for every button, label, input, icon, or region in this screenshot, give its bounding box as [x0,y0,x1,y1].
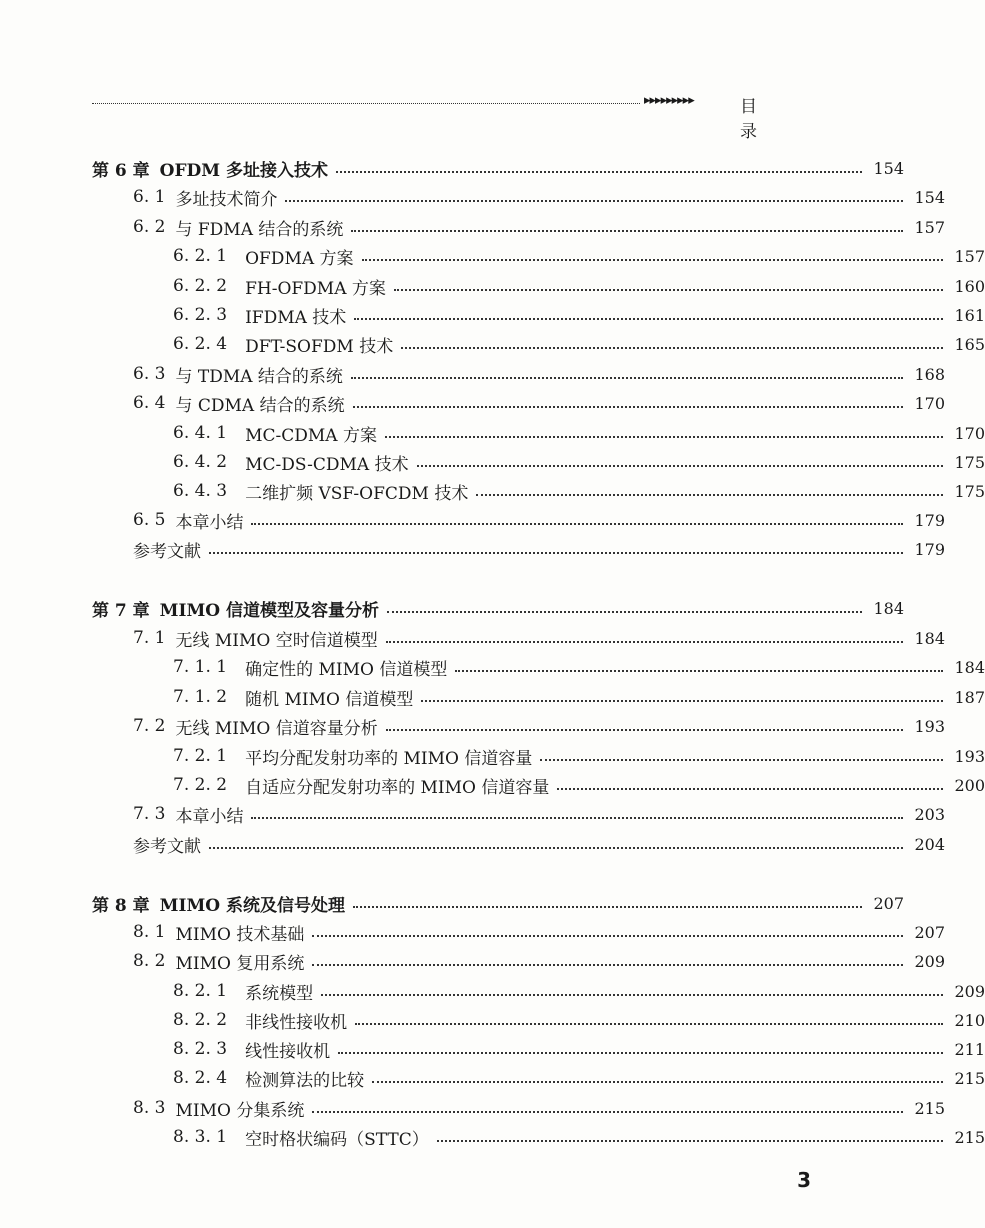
subsection-entry [0,978,985,1004]
toc-title: 随机 MIMO 信道模型 [245,689,414,710]
toc-number: 第 7 章 [92,600,150,621]
header-arrows: ▸▸▸▸▸▸▸▸▸ [644,93,694,108]
toc-number: 6. 5 [133,510,166,530]
toc-number: 6. 4 [133,393,166,413]
chapter-entry [0,155,904,181]
toc-number: 6. 2. 3 [173,305,228,325]
toc-title: 无线 MIMO 信道容量分析 [175,718,378,739]
chapter-entry [0,890,904,916]
toc-page-number: 179 [914,539,945,559]
toc-page-number: 175 [954,452,985,472]
toc-page-number: 207 [914,922,945,942]
subsection-entry [0,478,985,504]
toc-title: 确定性的 MIMO 信道模型 [245,659,448,680]
section-entry [0,184,945,210]
toc-title: 本章小结 [175,806,244,827]
dot-leader [385,436,943,438]
section-entry [0,801,945,827]
toc-title: 空时格状编码（STTC） [245,1129,429,1150]
subsection-entry [0,449,985,475]
toc-page-number: 157 [954,246,985,266]
toc-title: MIMO 分集系统 [175,1100,305,1121]
dot-leader [351,230,903,232]
toc-page-number: 161 [954,305,985,325]
toc-number: 6. 3 [133,364,166,384]
toc-number: 8. 2. 2 [173,1010,228,1030]
toc-number: 6. 4. 3 [173,481,228,501]
toc-title: MIMO 复用系统 [175,953,305,974]
toc-page-number: 175 [954,481,985,501]
toc-page-number: 165 [954,334,985,354]
subsection-entry [0,243,985,269]
dot-leader [351,377,903,379]
toc-page-number: 210 [954,1010,985,1030]
toc-title: MIMO 技术基础 [175,924,305,945]
toc-title: 自适应分配发射功率的 MIMO 信道容量 [245,777,550,798]
toc-title: IFDMA 技术 [245,307,347,328]
subsection-entry [0,331,985,357]
subsection-entry [0,654,985,680]
toc-number: 6. 4. 1 [173,423,228,443]
dot-leader [312,1111,903,1113]
toc-number: 7. 2. 2 [173,775,228,795]
toc-number: 6. 1 [133,187,166,207]
toc-page-number: 187 [954,687,985,707]
toc-number: 8. 2. 4 [173,1068,228,1088]
toc-number: 6. 2. 2 [173,276,228,296]
toc-page-number: 184 [914,628,945,648]
dot-leader [421,700,943,702]
toc-title: 无线 MIMO 空时信道模型 [175,630,378,651]
section-entry [0,536,945,562]
subsection-entry [0,273,985,299]
toc-title: OFDMA 方案 [245,248,354,269]
toc-page-number: 170 [954,423,985,443]
dot-leader [394,289,943,291]
toc-title: 多址技术简介 [175,189,278,210]
dot-leader [557,788,943,790]
dot-leader [417,465,943,467]
dot-leader [336,171,862,173]
toc-title: DFT-SOFDM 技术 [245,336,394,357]
toc-title: 与 FDMA 结合的系统 [175,219,344,240]
subsection-entry [0,684,985,710]
section-entry [0,948,945,974]
toc-page-number: 168 [914,364,945,384]
toc-page-number: 204 [914,834,945,854]
toc-number: 8. 2. 1 [173,981,228,1001]
toc-page-number: 209 [914,951,945,971]
dot-leader [401,347,943,349]
section-entry [0,361,945,387]
page-number: 3 [797,1168,811,1192]
toc-title: 参考文献 [133,541,201,562]
toc-page-number: 215 [914,1098,945,1118]
toc-title: FH-OFDMA 方案 [245,278,386,299]
dot-leader [362,259,943,261]
toc-page-number: 211 [954,1039,985,1059]
toc-number: 6. 2. 1 [173,246,228,266]
toc-page-number: 207 [873,893,904,913]
toc-page-number: 184 [954,657,985,677]
dot-leader [540,759,943,761]
toc-title: 参考文献 [133,836,201,857]
toc-number: 7. 1. 2 [173,687,228,707]
dot-leader [251,817,903,819]
toc-title: 线性接收机 [245,1041,331,1062]
toc-title: 与 TDMA 结合的系统 [175,366,343,387]
subsection-entry [0,1124,985,1150]
dot-leader [321,994,943,996]
toc-number: 6. 2. 4 [173,334,228,354]
toc-page-number: 154 [914,187,945,207]
dot-leader [209,552,903,554]
toc-number: 7. 3 [133,804,166,824]
toc-number: 8. 2 [133,951,166,971]
toc-title: 平均分配发射功率的 MIMO 信道容量 [245,748,533,769]
toc-title: 本章小结 [175,512,244,533]
dot-leader [476,494,943,496]
toc-title: MIMO 系统及信号处理 [159,895,345,916]
toc-number: 8. 3. 1 [173,1127,228,1147]
section-entry [0,919,945,945]
chapter-entry [0,595,904,621]
section-entry [0,713,945,739]
toc-number: 第 8 章 [92,895,150,916]
toc-title: 二维扩频 VSF-OFCDM 技术 [245,483,469,504]
toc-page-number: 170 [914,393,945,413]
dot-leader [353,406,903,408]
toc-page-number: 179 [914,510,945,530]
toc-number: 7. 1 [133,628,166,648]
subsection-entry [0,1036,985,1062]
toc-number: 8. 1 [133,922,166,942]
dot-leader [209,847,903,849]
toc-number: 7. 2 [133,716,166,736]
toc-title: MC-CDMA 方案 [245,425,377,446]
dot-leader [455,670,943,672]
dot-leader [285,200,903,202]
header-rule [92,103,640,104]
section-entry [0,214,945,240]
dot-leader [312,935,903,937]
toc-number: 8. 2. 3 [173,1039,228,1059]
toc-number: 6. 4. 2 [173,452,228,472]
section-entry [0,390,945,416]
toc-page-number: 209 [954,981,985,1001]
dot-leader [386,641,903,643]
dot-leader [355,1023,943,1025]
section-entry [0,831,945,857]
toc-title: 检测算法的比较 [245,1070,365,1091]
dot-leader [353,906,862,908]
toc-title: MC-DS-CDMA 技术 [245,454,409,475]
toc-title: 非线性接收机 [245,1012,348,1033]
toc-title: 与 CDMA 结合的系统 [175,395,345,416]
toc-page-number: 157 [914,217,945,237]
section-entry [0,625,945,651]
section-entry [0,507,945,533]
toc-title: MIMO 信道模型及容量分析 [159,600,379,621]
header-title: 目 录 [740,97,805,142]
toc-title: 系统模型 [245,983,314,1004]
toc-number: 7. 2. 1 [173,746,228,766]
dot-leader [387,611,862,613]
toc-page-number: 200 [954,775,985,795]
toc-title: OFDM 多址接入技术 [159,160,329,181]
toc-page-number: 193 [914,716,945,736]
toc-page-number: 184 [873,598,904,618]
toc-number: 7. 1. 1 [173,657,228,677]
toc-page-number: 160 [954,276,985,296]
subsection-entry [0,743,985,769]
dot-leader [386,729,903,731]
toc-number: 第 6 章 [92,160,150,181]
toc-page-number: 215 [954,1068,985,1088]
subsection-entry [0,772,985,798]
toc-page-number: 203 [914,804,945,824]
subsection-entry [0,302,985,328]
dot-leader [372,1081,943,1083]
subsection-entry [0,1007,985,1033]
toc-page-number: 215 [954,1127,985,1147]
dot-leader [354,318,943,320]
subsection-entry [0,1065,985,1091]
dot-leader [312,964,903,966]
dot-leader [338,1052,943,1054]
section-entry [0,1095,945,1121]
running-header [92,93,812,142]
toc-number: 6. 2 [133,217,166,237]
subsection-entry [0,420,985,446]
toc-page-number: 154 [873,158,904,178]
toc-page-number: 193 [954,746,985,766]
dot-leader [437,1140,943,1142]
toc-number: 8. 3 [133,1098,166,1118]
dot-leader [251,523,903,525]
